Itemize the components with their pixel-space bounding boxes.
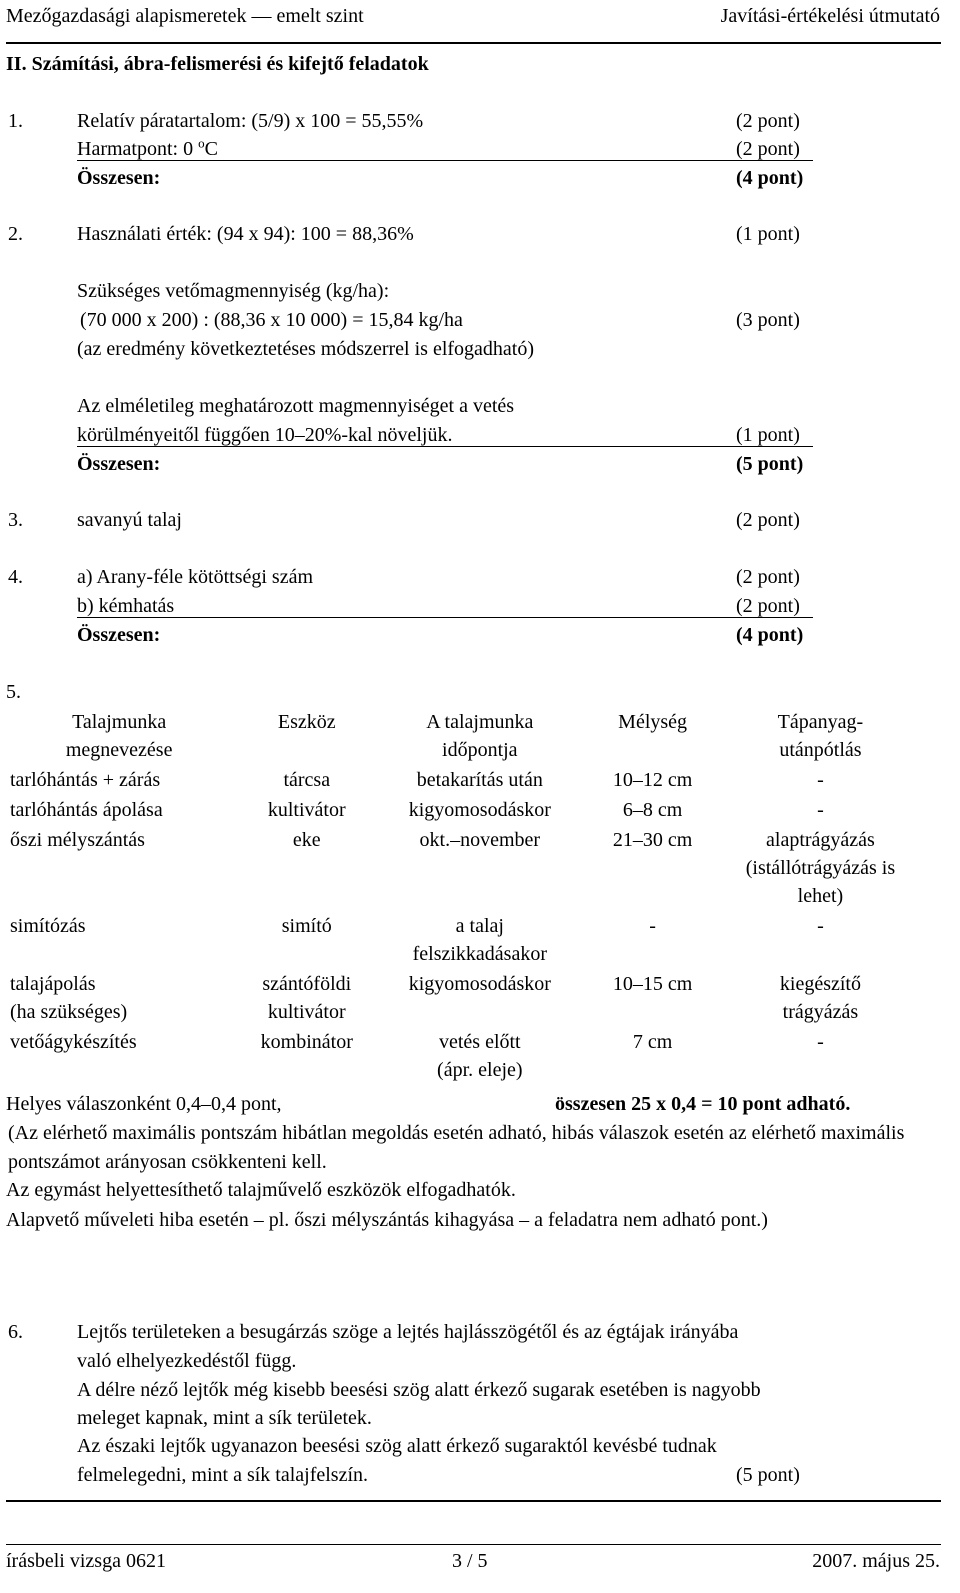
task6-line5: Az északi lejtők ugyanazon beesési szög alatt érkező sugaraktól kevésbé tudnak [77, 1435, 717, 1457]
header-right: Javítási-értékelési útmutató [720, 5, 940, 27]
task4-number: 4. [8, 566, 23, 588]
task5-note-left: Helyes válaszonként 0,4–0,4 pont, [6, 1093, 282, 1115]
task6-line1: Lejtős területeken a besugárzás szöge a lejtés hajlásszögétől és az égtájak irányába [77, 1321, 739, 1343]
header-cell: Tápanyag- utánpótlás [777, 711, 864, 761]
task2-line6: körülményeitől függően 10–20%-kal növeljük. [77, 424, 453, 446]
task4-total-points: (4 pont) [736, 624, 804, 646]
table-cell: tarlóhántás ápolása [10, 799, 163, 821]
footer-left: írásbeli vizsga 0621 [6, 1550, 166, 1572]
task6-line3: A délre néző lejtők még kisebb beesési szög alatt érkező sugarak esetében is nagyobb [77, 1379, 761, 1401]
table-cell: 21–30 cm [612, 829, 693, 851]
task6-points: (5 pont) [736, 1464, 800, 1486]
table-row [8, 765, 912, 795]
task5-number: 5. [6, 681, 21, 703]
table-cell: szántóföldi kultivátor [262, 973, 352, 1023]
task2-line2: Szükséges vetőmagmennyiség (kg/ha): [77, 280, 390, 302]
table-row [8, 1027, 912, 1085]
header-cell: Mélység [618, 711, 688, 733]
task6-line2: való elhelyezkedéstől függ. [77, 1350, 297, 1372]
task2-total-points: (5 pont) [736, 453, 804, 475]
table-cell: 10–12 cm [612, 769, 693, 791]
task2-line3-points: (3 pont) [736, 309, 800, 331]
table-cell: simító [281, 915, 332, 937]
table-header-row [8, 707, 912, 765]
header-cell: Talajmunka megnevezése [65, 711, 173, 761]
task5-paragraph3: Alapvető műveleti hiba esetén – pl. őszi mélyszántás kihagyása – a feladatra nem adható pont.) [6, 1209, 768, 1231]
task2-line1: Használati érték: (94 x 94): 100 = 88,36% [77, 223, 414, 245]
table-cell: - [817, 1031, 824, 1053]
table-cell: simítózás [10, 915, 86, 937]
table-cell: 7 cm [632, 1031, 673, 1053]
header-cell: A talajmunka időpontja [426, 711, 534, 761]
task3-number: 3. [8, 509, 23, 531]
task2-line3: (70 000 x 200) : (88,36 x 10 000) = 15,84 kg/ha [80, 309, 463, 331]
table-cell: betakarítás után [416, 769, 543, 791]
task6-number: 6. [8, 1321, 23, 1343]
task2-line5: Az elméletileg meghatározott magmennyiséget a vetés [77, 395, 515, 417]
table-cell: vetőágykészítés [10, 1031, 137, 1053]
table-cell: tárcsa [283, 769, 331, 791]
table-row [8, 911, 912, 969]
table-cell: talajápolás (ha szükséges) [10, 973, 128, 1023]
table-cell: kombinátor [260, 1031, 353, 1053]
table-row [8, 795, 912, 825]
task2-number: 2. [8, 223, 23, 245]
table-cell: eke [292, 829, 321, 851]
table-cell: okt.–november [419, 829, 541, 851]
table-cell: - [817, 769, 824, 791]
task4-line1: a) Arany-féle kötöttségi szám [77, 566, 314, 588]
task4-total-label: Összesen: [77, 624, 161, 646]
task6-rule [6, 1500, 941, 1502]
task1-line2: Harmatpont: 0 $^o$C [77, 135, 218, 160]
task4-line1-points: (2 pont) [736, 566, 800, 588]
task6-line6: felmelegedni, mint a sík talajfelszín. [77, 1464, 369, 1486]
task1-number: 1. [8, 110, 23, 132]
table-cell: a talaj felszikkadásakor [412, 915, 547, 965]
table-cell: - [817, 915, 824, 937]
table-cell: kultivátor [267, 799, 346, 821]
task2-rule [77, 446, 813, 447]
table-cell: kigyomosodáskor [408, 799, 551, 821]
task2-line6-points: (1 pont) [736, 424, 800, 446]
table-row [8, 825, 912, 911]
task4-line2: b) kémhatás [77, 595, 175, 617]
table-cell: kigyomosodáskor [408, 973, 551, 995]
table-cell: 10–15 cm [612, 973, 693, 995]
task1-line2-points: (2 pont) [736, 138, 800, 160]
task2-line1-points: (1 pont) [736, 223, 800, 245]
table-cell: 6–8 cm [622, 799, 683, 821]
task5-note-right: összesen 25 x 0,4 = 10 pont adható. [555, 1093, 851, 1115]
task4-line2-points: (2 pont) [736, 595, 800, 617]
task3-points: (2 pont) [736, 509, 800, 531]
table-cell: tarlóhántás + zárás [10, 769, 161, 791]
task2-total-label: Összesen: [77, 453, 161, 475]
task2-line4: (az eredmény következtetéses módszerrel is elfogadható) [77, 338, 535, 360]
header-cell: Eszköz [277, 711, 336, 733]
table-cell: kiegészítő trágyázás [779, 973, 861, 1023]
section-title: II. Számítási, ábra-felismerési és kifejtő feladatok [6, 53, 429, 75]
table-cell: - [649, 915, 656, 937]
footer-right: 2007. május 25. [812, 1550, 940, 1572]
header-rule [6, 42, 941, 44]
footer-rule [6, 1544, 941, 1545]
task4-rule [77, 617, 813, 618]
task1-total-points: (4 pont) [736, 167, 804, 189]
task1-line1: Relatív páratartalom: (5/9) x 100 = 55,55% [77, 110, 424, 132]
soil-work-table [8, 707, 912, 1085]
page-number: 3 / 5 [452, 1550, 488, 1572]
table-cell: alaptrágyázás (istállótrágyázás is lehet) [745, 829, 896, 907]
task1-line1-points: (2 pont) [736, 110, 800, 132]
table-cell: - [817, 799, 824, 821]
table-cell: vetés előtt (ápr. eleje) [437, 1031, 523, 1081]
task6-line4: meleget kapnak, mint a sík területek. [77, 1407, 372, 1429]
task1-total-label: Összesen: [77, 167, 161, 189]
task1-rule [77, 160, 813, 161]
task3-line1: savanyú talaj [77, 509, 182, 531]
task5-paragraph2: Az egymást helyettesíthető talajművelő eszközök elfogadhatók. [6, 1179, 516, 1201]
task5-paragraph: (Az elérhető maximális pontszám hibátlan megoldás esetén adható, hibás válaszok esetén az elérhető maximális pontszámot arányosan csökkenteni kell. [8, 1122, 905, 1173]
header-left: Mezőgazdasági alapismeretek — emelt szint [6, 5, 364, 27]
table-row [8, 969, 912, 1027]
table-cell: őszi mélyszántás [10, 829, 145, 851]
